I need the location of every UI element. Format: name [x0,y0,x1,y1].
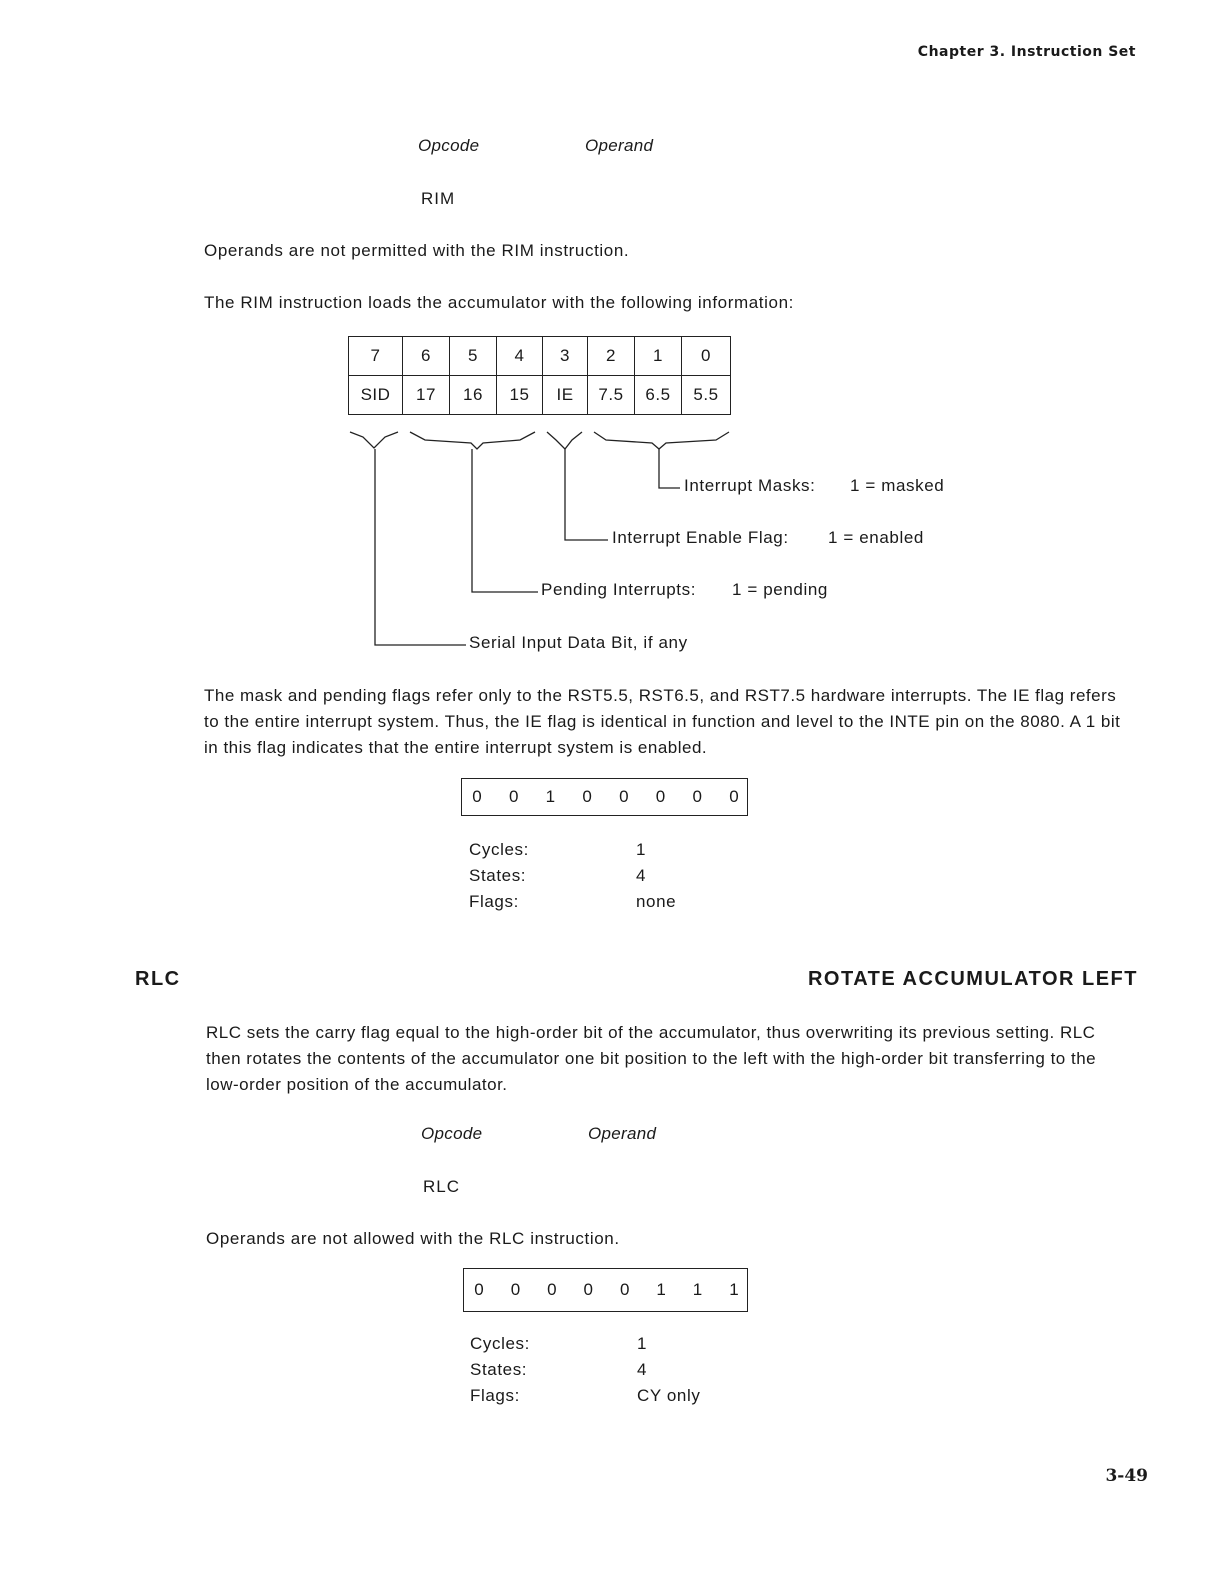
code-bit: 0 [655,787,666,806]
rlc-cycles-value: 1 [637,1334,648,1353]
running-header: Chapter 3. Instruction Set [917,44,1136,60]
rlc-section-title: ROTATE ACCUMULATOR LEFT [807,968,1138,990]
legend-value-masks: 1 = masked [850,476,945,495]
rlc-section-mnemonic: RLC [135,968,181,990]
code-bit: 0 [583,1280,593,1299]
code-bit: 0 [508,787,519,806]
bit-number: 2 [588,337,635,376]
rlc-states-label: States: [470,1360,528,1379]
rlc-states-value: 4 [637,1360,648,1379]
rim-intro: The RIM instruction loads the accumulator with the following information: [204,293,794,312]
legend-label-pending: Pending Interrupts: [541,580,697,599]
bit-field: 15 [497,376,543,415]
code-bit: 0 [510,1280,521,1299]
rim-mnemonic: RIM [421,189,456,208]
rim-flags-value: none [636,892,677,911]
rim-flags-label: Flags: [469,892,519,911]
brace-pending [410,432,535,449]
code-bit: 1 [545,787,556,806]
leader-sid [375,449,466,645]
code-bit: 0 [729,787,739,806]
code-bit: 0 [474,1280,484,1299]
leader-ie [565,449,608,540]
rim-states-value: 4 [636,866,647,885]
bit-field: SID [349,376,403,415]
brace-masks [594,432,729,449]
bit-field: 16 [450,376,497,415]
bit-field: 7.5 [588,376,635,415]
rlc-operand-note: Operands are not allowed with the RLC instruction. [206,1229,620,1248]
bit-number: 6 [403,337,450,376]
bit-number: 1 [635,337,682,376]
legend-value-pending: 1 = pending [732,580,828,599]
leader-pending [472,449,538,592]
bit-number: 5 [450,337,497,376]
rim-states-label: States: [469,866,527,885]
rlc-opcode-label: Opcode [421,1124,483,1143]
legend-label-masks: Interrupt Masks: [684,476,816,495]
brace-sid [350,432,398,448]
code-bit: 0 [619,787,629,806]
code-bit: 0 [582,787,592,806]
brace-ie [547,432,582,449]
rlc-mnemonic: RLC [423,1177,461,1196]
rim-opcode-bits [461,778,748,816]
rlc-flags-label: Flags: [470,1386,520,1405]
bit-number: 7 [349,337,403,376]
code-bit: 1 [729,1280,739,1299]
bit-field: 5.5 [682,376,731,415]
rlc-description: RLC sets the carry flag equal to the high-order bit of the accumulator, thus overwriting its previous setting. RLC then rotates the contents of the accumulator one bit position to the left with the high-order bit transferring to the low-order position of the accumulator. [206,1023,1097,1094]
bit-number: 3 [543,337,588,376]
rlc-opcode-bits [463,1268,748,1312]
code-bit: 1 [656,1280,666,1299]
code-bit: 0 [547,1280,557,1299]
code-bit: 1 [692,1280,703,1299]
code-bit: 0 [692,787,702,806]
bit-field: 17 [403,376,450,415]
rim-operand-note: Operands are not permitted with the RIM instruction. [204,241,630,260]
leader-masks [659,449,680,488]
code-bit: 0 [472,787,482,806]
legend-label-sid: Serial Input Data Bit, if any [469,633,688,652]
rlc-operand-label: Operand [588,1124,657,1143]
code-bit: 0 [619,1280,630,1299]
rim-cycles-value: 1 [636,840,647,859]
rim-cycles-label: Cycles: [469,840,529,859]
page-number: 3-49 [1105,1466,1148,1486]
rlc-flags-value: CY only [637,1386,701,1405]
bit-number: 0 [682,337,731,376]
legend-label-ie: Interrupt Enable Flag: [612,528,789,547]
bit-number: 4 [497,337,543,376]
operand-label: Operand [585,136,654,155]
rim-description: The mask and pending flags refer only to the RST5.5, RST6.5, and RST7.5 hardware interrupts. The IE flag refers to the entire interrupt system. Thus, the IE flag is identical in function and level to the INTE pin on the 8080. A 1 bit in this flag indicates that the entire interrupt system is enabled. [204,686,1121,757]
bit-field: 6.5 [635,376,682,415]
rlc-cycles-label: Cycles: [470,1334,530,1353]
opcode-label: Opcode [418,136,480,155]
legend-value-ie: 1 = enabled [828,528,924,547]
bit-field: IE [543,376,588,415]
